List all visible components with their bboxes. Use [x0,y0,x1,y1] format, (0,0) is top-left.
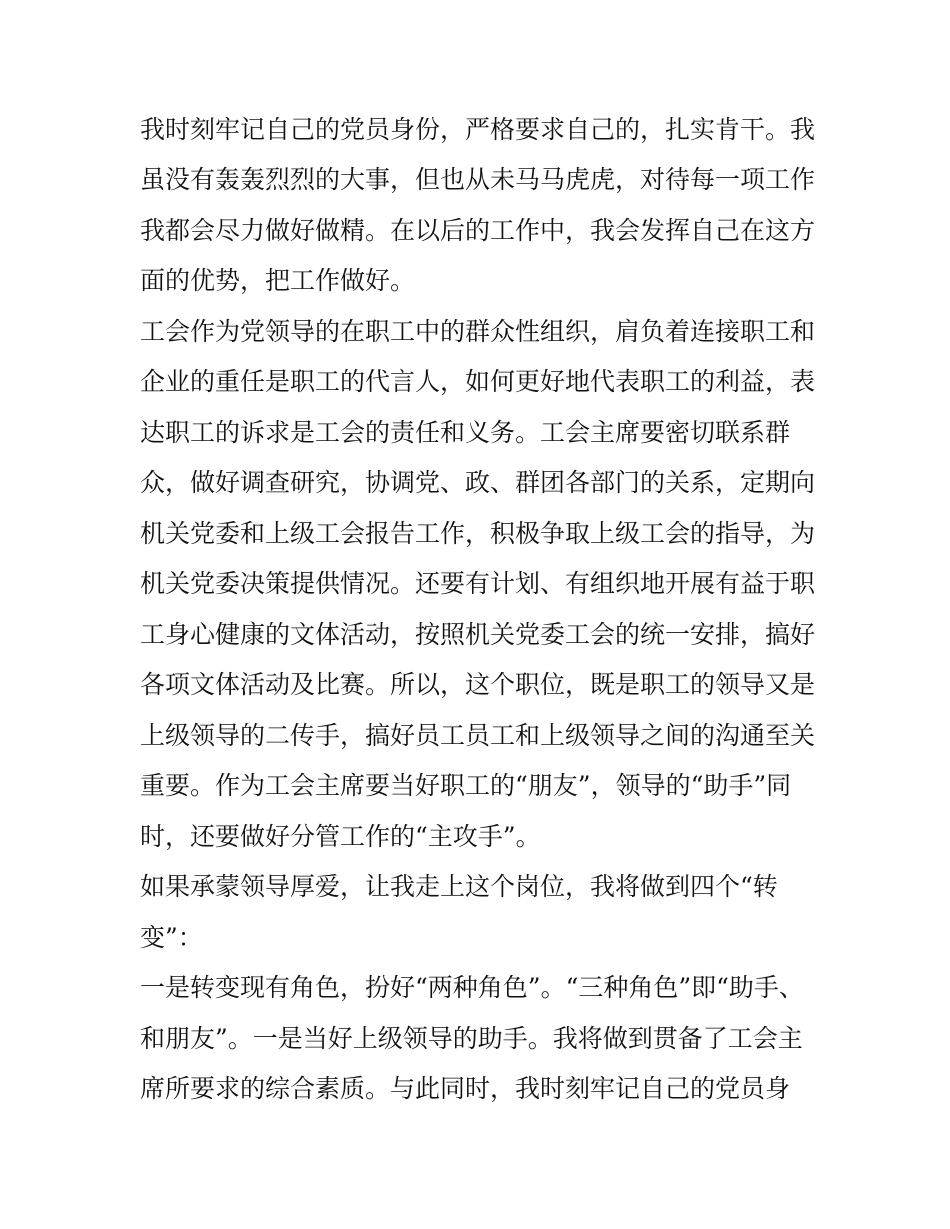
text-line: 众，做好调查研究，协调党、政、群团各部门的关系，定期向 [140,468,816,497]
text-line: 上级领导的二传手，搞好员工员工和上级领导之间的沟通至关 [140,721,816,750]
text-line: 机关党委决策提供情况。还要有计划、有组织地开展有益于职 [140,569,816,598]
text-line: 变”： [140,923,203,952]
text-line: 工身心健康的文体活动，按照机关党委工会的统一安排，搞好 [140,620,816,649]
text-line: 工会作为党领导的在职工中的群众性组织，肩负着连接职工和 [140,317,816,346]
text-line: 达职工的诉求是工会的责任和义务。工会主席要密切联系群 [140,418,791,447]
text-line: 我都会尽力做好做精。在以后的工作中，我会发挥自己在这方 [140,216,816,245]
text-line: 各项文体活动及比赛。所以，这个职位，既是职工的领导又是 [140,670,816,699]
text-line: 席所要求的综合素质。与此同时，我时刻牢记自己的党员身 [140,1074,791,1103]
text-line: 面的优势，把工作做好。 [140,266,416,295]
text-line: 企业的重任是职工的代言人，如何更好地代表职工的利益，表 [140,367,816,396]
text-line: 如果承蒙领导厚爱，让我走上这个岗位，我将做到四个“转 [140,872,778,901]
text-line: 时，还要做好分管工作的“主攻手”。 [140,822,541,851]
text-line: 一是转变现有角色，扮好“两种角色”。“三种角色”即“助手、 [140,973,804,1002]
text-line: 和朋友”。一是当好上级领导的助手。我将做到贯备了工会主 [140,1024,803,1053]
text-line: 机关党委和上级工会报告工作，积极争取上级工会的指导，为 [140,519,816,548]
text-line: 虽没有轰轰烈烈的大事，但也从未马马虎虎，对待每一项工作 [140,165,816,194]
text-line: 重要。作为工会主席要当好职工的“朋友”，领导的“助手”同 [140,771,792,800]
text-line: 我时刻牢记自己的党员身份，严格要求自己的，扎实肯干。我 [140,115,816,144]
